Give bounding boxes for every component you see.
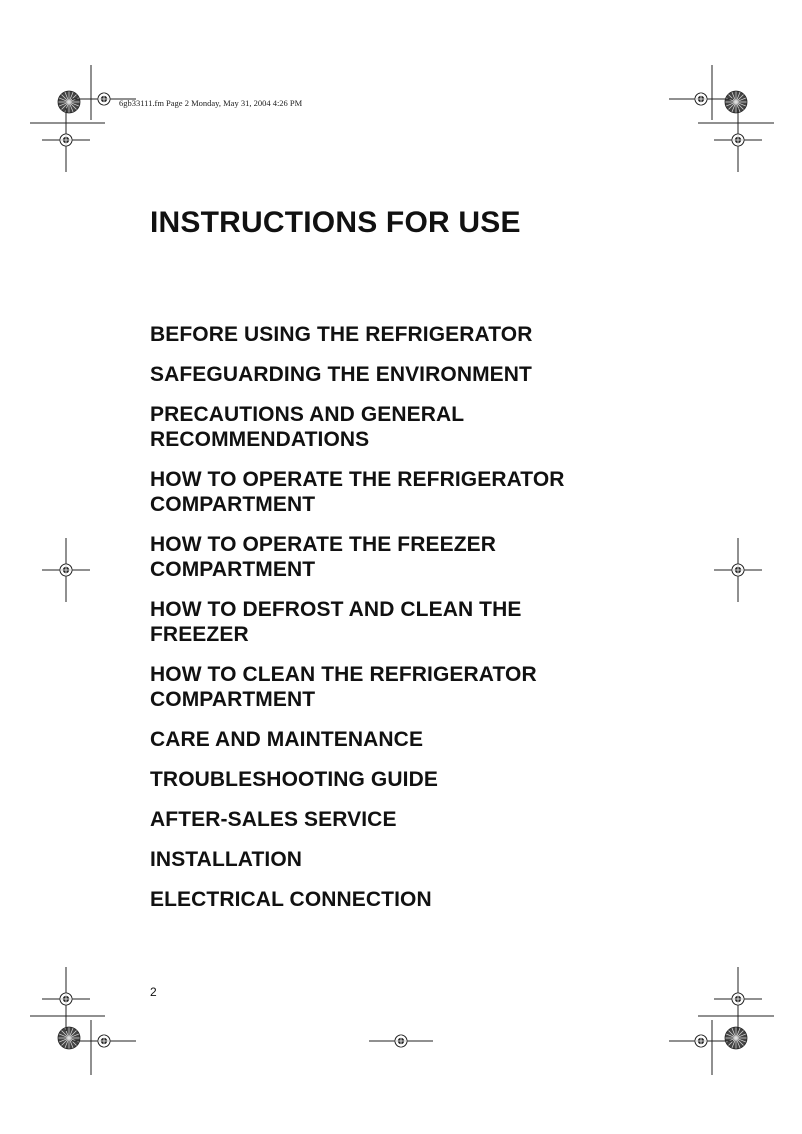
starburst-mark-top-left [58, 91, 80, 113]
page-number: 2 [150, 985, 157, 999]
toc-item: HOW TO OPERATE THE FREEZER COMPARTMENT [150, 533, 497, 581]
toc-item: PRECAUTIONS AND GENERAL RECOMMENDATIONS [150, 403, 464, 451]
toc-item: HOW TO OPERATE THE REFRIGERATOR COMPARTMENT [150, 468, 565, 516]
starburst-mark-top-right [725, 91, 747, 113]
registration-mark-bottom-b [669, 1035, 733, 1047]
registration-mark-top-left [42, 108, 90, 172]
registration-mark-mid-left [42, 538, 90, 602]
registration-mark-top-right [714, 108, 762, 172]
registration-mark-mid-right [714, 538, 762, 602]
registration-mark-bottom-right [714, 967, 762, 1031]
file-slug: 6gb33111.fm Page 2 Monday, May 31, 2004 4:26 PM [119, 98, 303, 108]
toc-item: BEFORE USING THE REFRIGERATOR [150, 323, 533, 346]
toc-item: HOW TO CLEAN THE REFRIGERATOR COMPARTMENT [150, 663, 537, 711]
registration-mark-top-b [669, 93, 733, 105]
registration-mark-bottom-a [72, 1035, 136, 1047]
toc-item: HOW TO DEFROST AND CLEAN THE FREEZER [150, 598, 522, 646]
registration-mark-bottom-center [369, 1035, 433, 1047]
starburst-mark-bottom-right [725, 1027, 747, 1049]
toc-item: AFTER-SALES SERVICE [150, 808, 397, 831]
toc-item: INSTALLATION [150, 848, 303, 871]
toc-item: TROUBLESHOOTING GUIDE [150, 768, 438, 791]
toc-item: CARE AND MAINTENANCE [150, 728, 424, 751]
table-of-contents [150, 322, 650, 927]
page-title: INSTRUCTIONS FOR USE [150, 206, 521, 239]
toc-item: ELECTRICAL CONNECTION [150, 888, 432, 911]
starburst-mark-bottom-left [58, 1027, 80, 1049]
registration-mark-bottom-left [42, 967, 90, 1031]
toc-item: SAFEGUARDING THE ENVIRONMENT [150, 363, 532, 386]
